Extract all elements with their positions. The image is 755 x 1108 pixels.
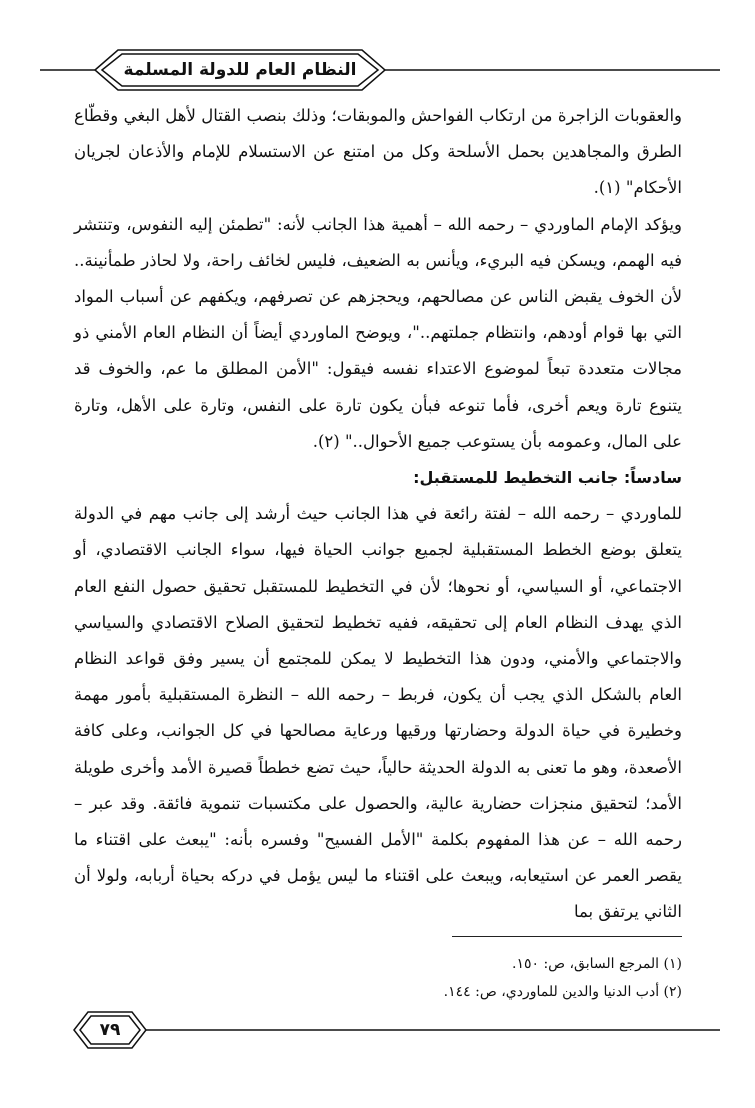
page-number: ٧٩	[99, 1020, 121, 1040]
footnote-divider	[452, 936, 682, 937]
main-content	[74, 98, 682, 931]
page-number-frame	[70, 1008, 720, 1052]
page-footer	[70, 1008, 720, 1052]
running-header-title: النظام العام للدولة المسلمة	[123, 60, 357, 80]
section-paragraph: للماوردي – رحمه الله – لفتة رائعة في هذا الجانب حيث أرشد إلى جانب مهم في الدولة يتعلق بوضع الخطط المستقبلية لجميع جوانب الحياة فيها، سواء الجانب الاقتصادي، أو الاجتماعي، أو السياسي، أو نحوها؛ لأن في التخطيط للمستقبل تحقيق حصول النفع العام الذي يهدف النظام العام إلى تحقيقه، ففيه تخطيط لتحقيق الصلاح الاقتصادي والسياسي والاجتماعي والأمني، ودون هذا التخطيط لا يمكن للمجتمع أن يسير وفق قواعد النظام العام بالشكل الذي يجب أن يكون، فربط – رحمه الله – النظرة المستقبلية بأمور مهمة وخطيرة في حياة الدولة وحضارتها ورقيها ورعاية مصالحها في كل الجوانب، وعلى كافة الأصعدة، وهو ما تعنى به الدولة الحديثة حالياً، حيث تضع خططاً قصيرة الأمد وأخرى طويلة الأمد؛ لتحقيق منجزات حضارية عالية، والحصول على مكتسبات تنموية فائقة. وقد عبر – رحمه الله – عن هذا المفهوم بكلمة "الأمل الفسيح" وفسره بأنه: "يبعث على اقتناء ما يقصر العمر عن استيعابه، ويبعث على اقتناء ما ليس يؤمل في دركه بحياة أربابه، ولولا أن الثاني يرتفق بما	[74, 504, 682, 922]
paragraph-1: والعقوبات الزاجرة من ارتكاب الفواحش والموبقات؛ وذلك بنصب القتال لأهل البغي وقطّاع الطرق والمجاهدين بحمل الأسلحة وكل من امتنع عن الاستسلام للإمام والأذعان لجريان الأحكام" (١).	[74, 106, 682, 198]
paragraph-2: ويؤكد الإمام الماوردي – رحمه الله – أهمية هذا الجانب لأنه: "تطمئن إليه النفوس، وتنتشر فيه الهمم، ويسكن فيه البريء، ويأنس به الضعيف، فليس لخائف راحة، ولا لحاذر طمأنينة.. لأن الخوف يقبض الناس عن مصالحهم، ويحجزهم عن تصرفهم، ويكفهم عن أسباب المواد التي بها قوام أودهم، وانتظام جملتهم.."، ويوضح الماوردي أيضاً أن النظام العام الأمني ذو مجالات متعددة تبعاً لموضوع الاعتداء نفسه فيقول: "الأمن المطلق ما عم، والخوف قد يتنوع تارة ويعم أخرى، فأما تنوعه فبأن يكون تارة على النفس، وتارة على الأهل، وتارة على المال، وعمومه بأن يستوعب جميع الأحوال.." (٢).	[74, 214, 682, 451]
section-heading: سادساً: جانب التخطيط للمستقبل:	[413, 468, 682, 488]
footnote-2: (٢) أدب الدنيا والدين للماوردي، ص: ١٤٤.	[443, 984, 682, 1000]
footnotes	[300, 950, 682, 1006]
footnote-1: (١) المرجع السابق، ص: ١٥٠.	[511, 956, 682, 972]
running-header	[40, 44, 720, 96]
